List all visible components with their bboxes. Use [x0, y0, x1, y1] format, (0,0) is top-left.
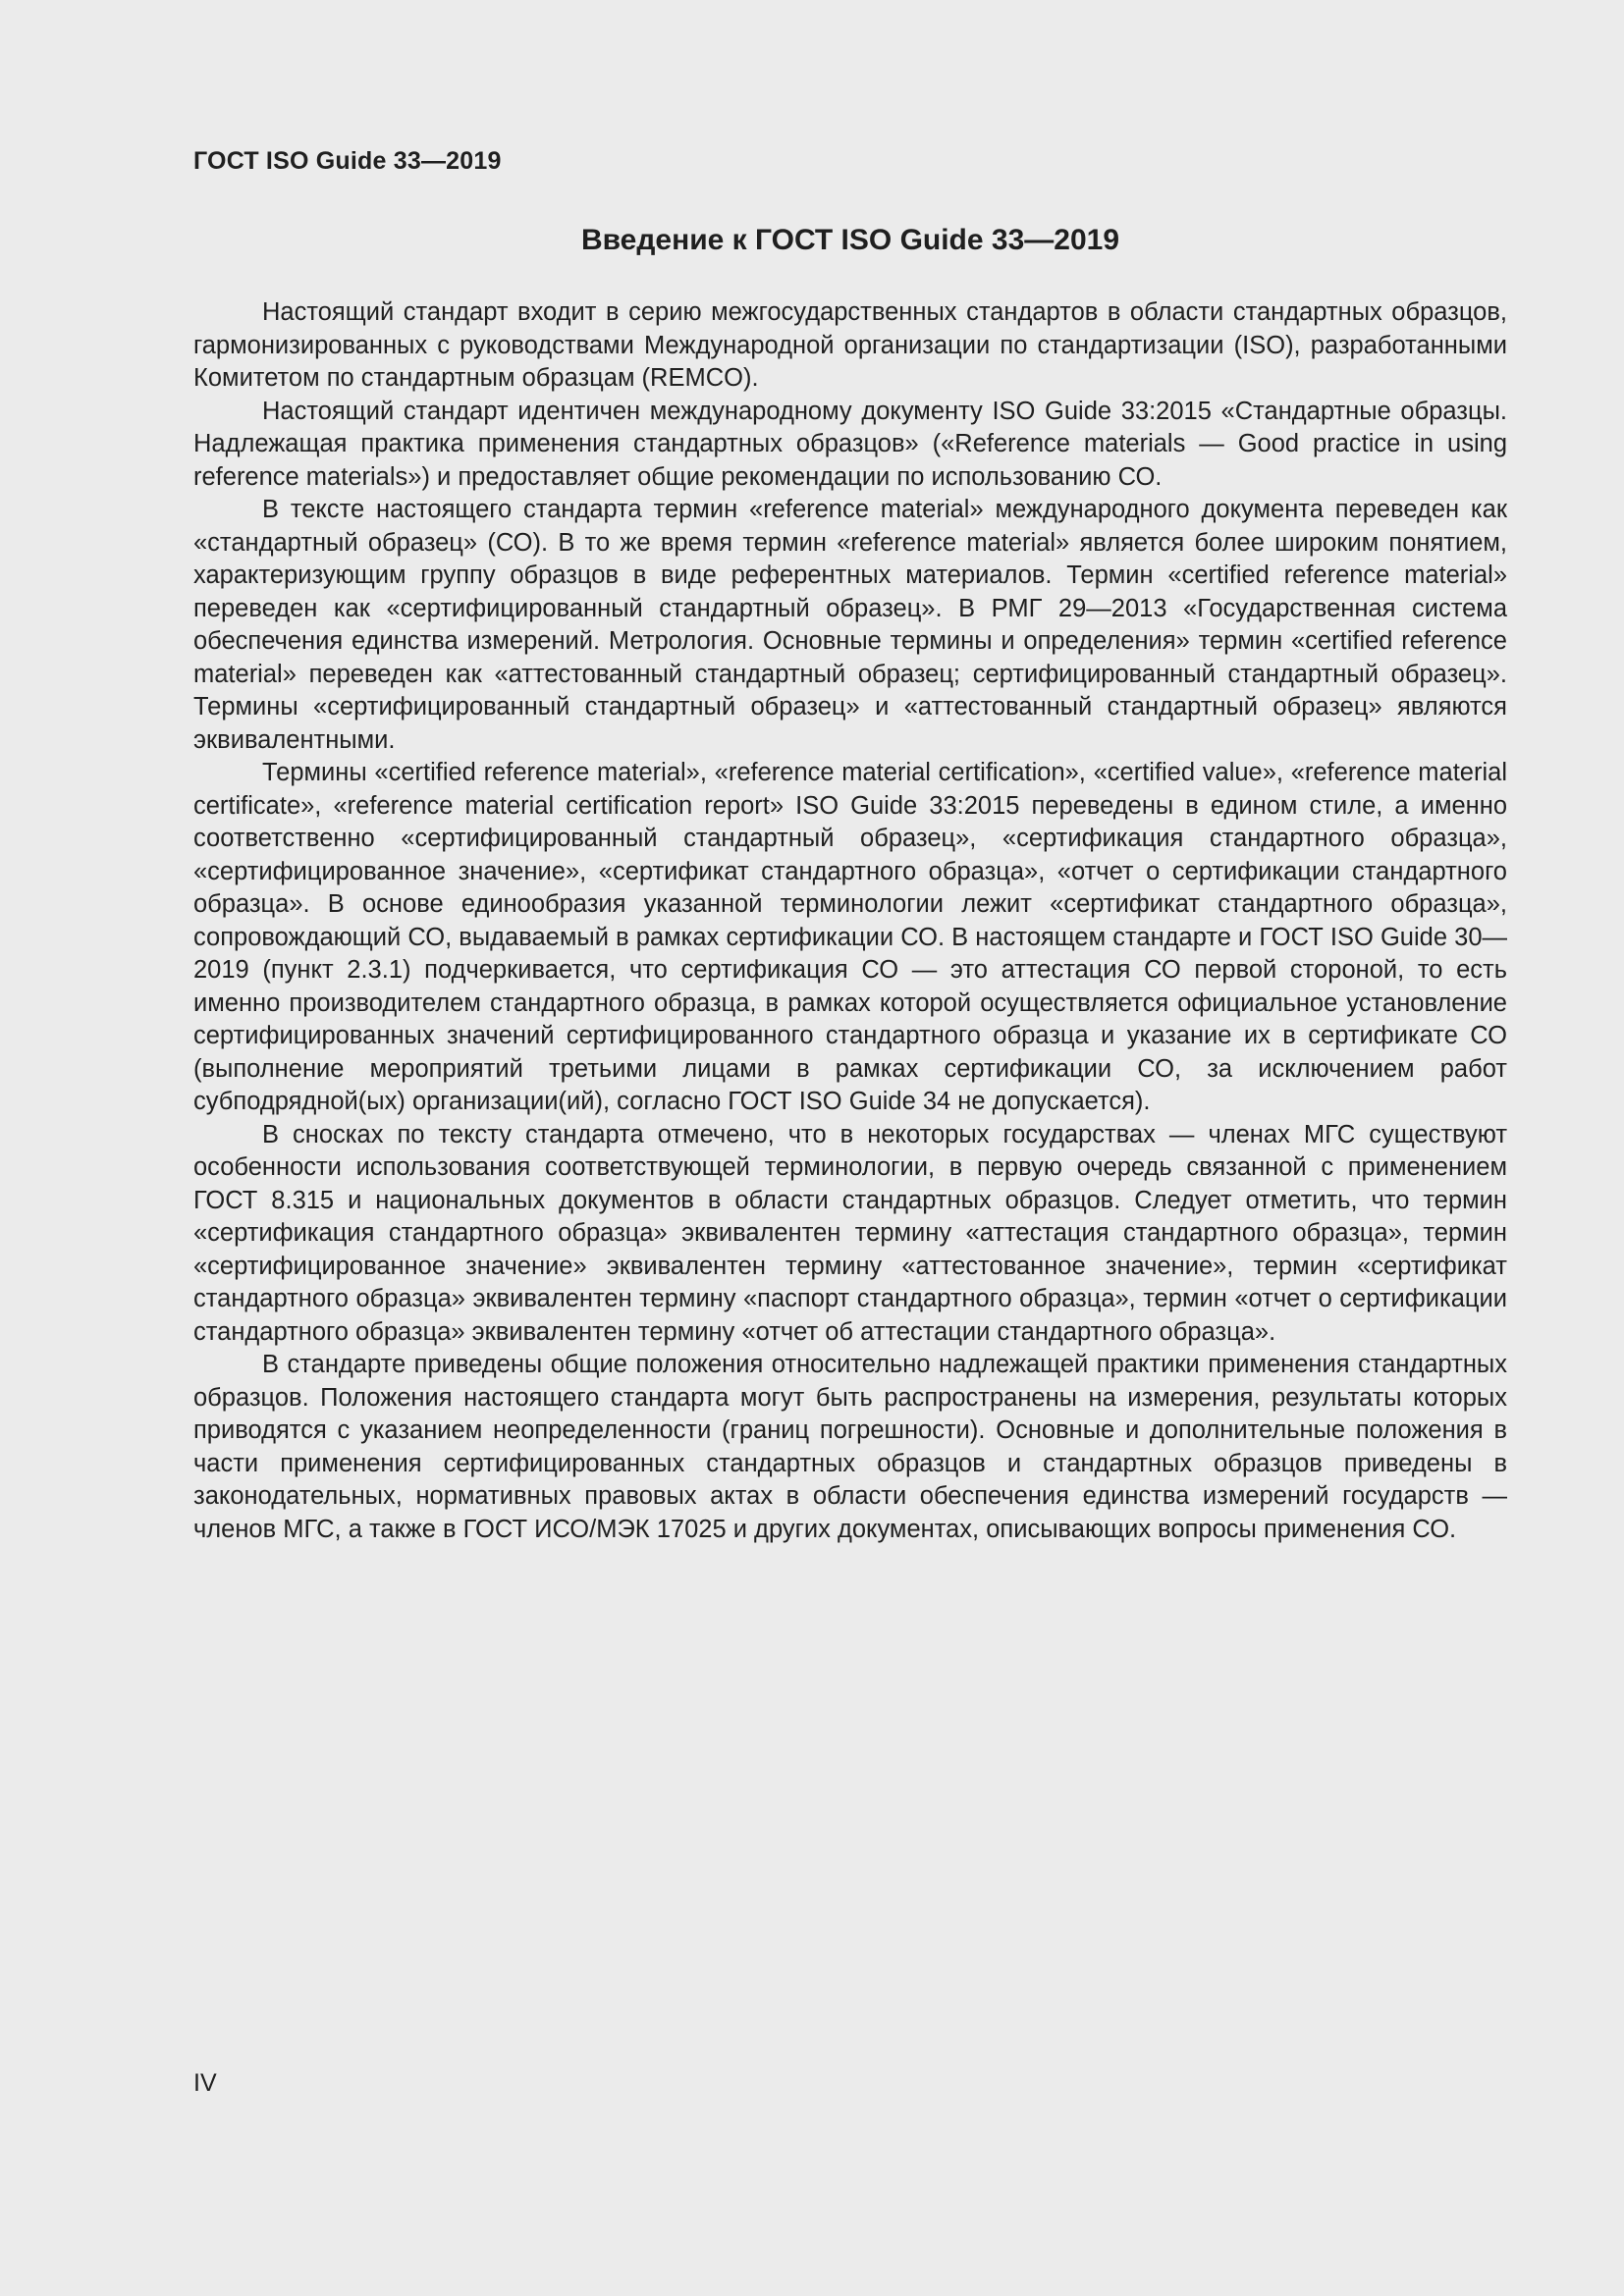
paragraph: Настоящий стандарт входит в серию межгосударственных стандартов в области стандартных образцов, гармонизированных с руководствами Международной организации по стандартизации (ISO), разработанными Комитетом по стандартным образцам (REMCO).	[193, 298, 1507, 392]
paragraph: Настоящий стандарт идентичен международному документу ISO Guide 33:2015 «Стандартные образцы. Надлежащая практика применения стандартных образцов» («Reference materials — Good practice in using reference materials») и предоставляет общие рекомендации по использованию СО.	[193, 397, 1507, 491]
paragraph: В сносках по тексту стандарта отмечено, что в некоторых государствах — членах МГС существуют особенности использования соответствующей терминологии, в первую очередь связанной с применением ГОСТ 8.315 и национальных документов в области стандартных образцов. Следует отметить, что термин «сертификация стандартного образца» эквивалентен термину «аттестация стандартного образца», термин «сертифицированное значение» эквивалентен термину «аттестованное значение», термин «сертификат стандартного образца» эквивалентен термину «паспорт стандартного образца», термин «отчет о сертификации стандартного образца» эквивалентен термину «отчет об аттестации стандартного образца».	[193, 1120, 1507, 1346]
paragraph: Термины «certified reference material», «reference material certification», «certified value», «reference material certificate», «reference material certification report» ISO Guide 33:2015 переведены в едином стиле, а именно соответственно «сертифицированный стандартный образец», «сертификация стандартного образца», «сертифицированное значение», «сертификат стандартного образца», «отчет о сертификации стандартного образца». В основе единообразия указанной терминологии лежит «сертификат стандартного образца», сопровождающий СО, выдаваемый в рамках сертификации СО. В настоящем стандарте и ГОСТ ISO Guide 30—2019 (пункт 2.3.1) подчеркивается, что сертификация СО — это аттестация СО первой стороной, то есть именно производителем стандартного образца, в рамках которой осуществляется официальное установление сертифицированных значений сертифицированного стандартного образца и указание их в сертификате СО (выполнение мероприятий третьими лицами в рамках сертификации СО, за исключением работ субподрядной(ых) организации(ий), согласно ГОСТ ISO Guide 34 не допускается).	[193, 759, 1507, 1115]
page-number: IV	[193, 2069, 217, 2097]
paragraph: В стандарте приведены общие положения относительно надлежащей практики применения стандартных образцов. Положения настоящего стандарта могут быть распространены на измерения, результаты которых приводятся с указанием неопределенности (границ погрешности). Основные и дополнительные положения в части применения сертифицированных стандартных образцов и стандартных образцов приведены в законодательных, нормативных правовых актах в области обеспечения единства измерений государств — членов МГС, а также в ГОСТ ИСО/МЭК 17025 и других документах, описывающих вопросы применения СО.	[193, 1351, 1507, 1543]
paragraph: В тексте настоящего стандарта термин «reference material» международного документа переведен как «стандартный образец» (СО). В то же время термин «reference material» является более широким понятием, характеризующим группу образцов в виде референтных материалов. Термин «certified reference material» переведен как «сертифицированный стандартный образец». В РМГ 29—2013 «Государственная система обеспечения единства измерений. Метрология. Основные термины и определения» термин «certified reference material» переведен как «аттестованный стандартный образец; сертифицированный стандартный образец». Термины «сертифицированный стандартный образец» и «аттестованный стандартный образец» являются эквивалентными.	[193, 496, 1507, 754]
running-header: ГОСТ ISO Guide 33—2019	[193, 147, 502, 175]
body-text	[193, 296, 1507, 1546]
section-title: Введение к ГОСТ ISO Guide 33—2019	[580, 224, 1120, 256]
